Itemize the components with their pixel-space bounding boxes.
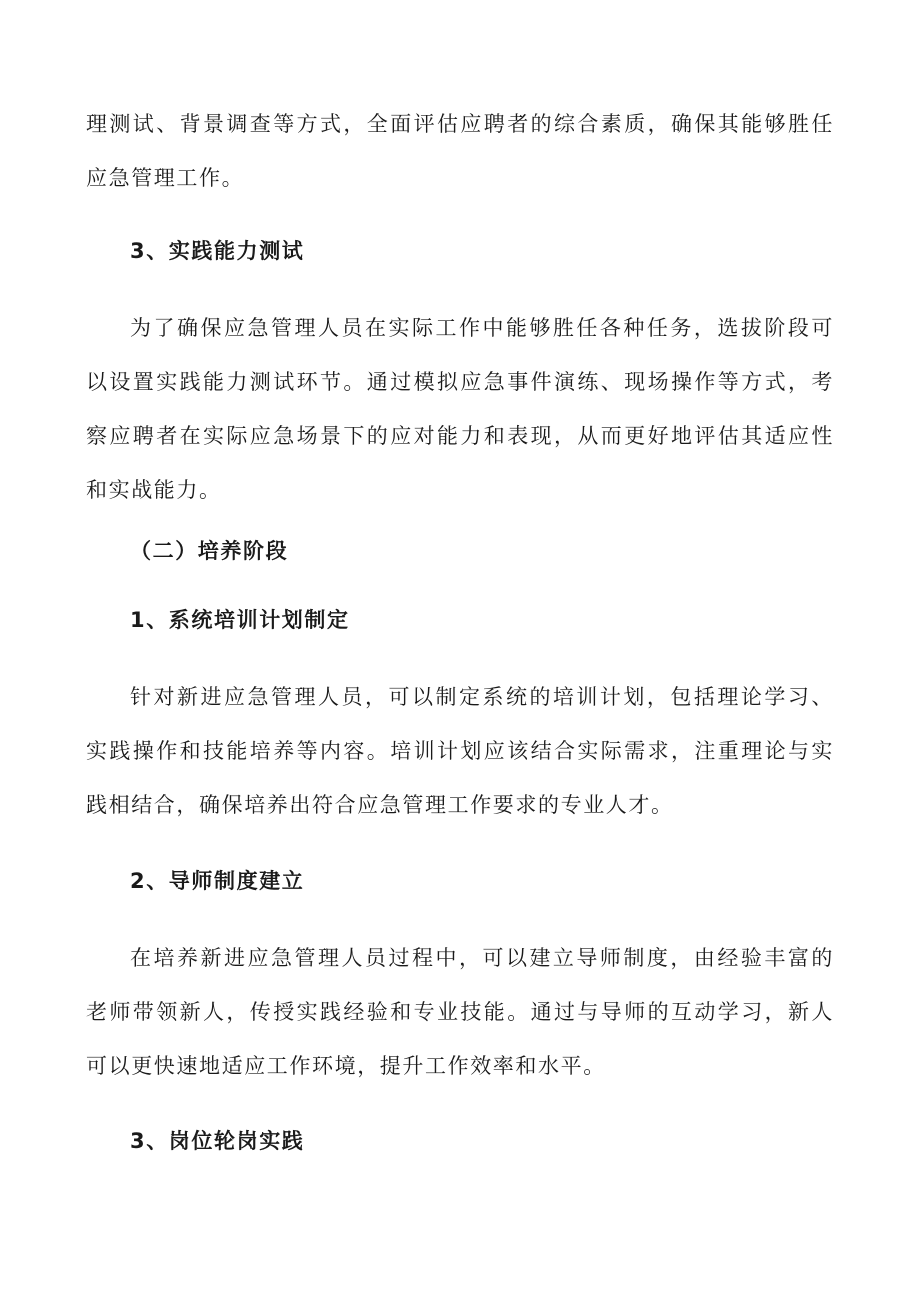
paragraph-line: 针对新进应急管理人员，可以制定系统的培训计划，包括理论学习、 (130, 685, 834, 709)
paragraph-line: 应急管理工作。 (86, 166, 245, 190)
paragraph-line: 可以更快速地适应工作环境，提升工作效率和水平。 (86, 1054, 606, 1078)
paragraph-line: 察应聘者在实际应急场景下的应对能力和表现，从而更好地评估其适应性 (86, 424, 834, 448)
paragraph-assessment-end (86, 97, 834, 205)
paragraph-line: 和实战能力。 (86, 478, 222, 502)
paragraph-training-plan (86, 670, 834, 832)
heading-mentor-system: 2、导师制度建立 (130, 869, 305, 893)
paragraph-line: 在培养新进应急管理人员过程中，可以建立导师制度，由经验丰富的 (130, 946, 834, 970)
paragraph-line: 以设置实践能力测试环节。通过模拟应急事件演练、现场操作等方式，考 (86, 370, 834, 394)
paragraph-line: 理测试、背景调查等方式，全面评估应聘者的综合素质，确保其能够胜任 (86, 112, 834, 136)
heading-training-plan: 1、系统培训计划制定 (130, 608, 350, 632)
paragraph-line: 实践操作和技能培养等内容。培训计划应该结合实际需求，注重理论与实 (86, 739, 834, 763)
paragraph-line: 老师带领新人，传授实践经验和专业技能。通过与导师的互动学习，新人 (86, 1000, 834, 1024)
paragraph-mentor-system (86, 931, 834, 1093)
heading-practice-test: 3、实践能力测试 (130, 239, 305, 263)
heading-job-rotation: 3、岗位轮岗实践 (130, 1129, 305, 1153)
paragraph-line: 为了确保应急管理人员在实际工作中能够胜任各种任务，选拔阶段可 (130, 316, 834, 340)
paragraph-practice-test (86, 301, 834, 517)
heading-training-stage: （二）培养阶段 (130, 539, 289, 563)
paragraph-line: 践相结合，确保培养出符合应急管理工作要求的专业人才。 (86, 793, 674, 817)
